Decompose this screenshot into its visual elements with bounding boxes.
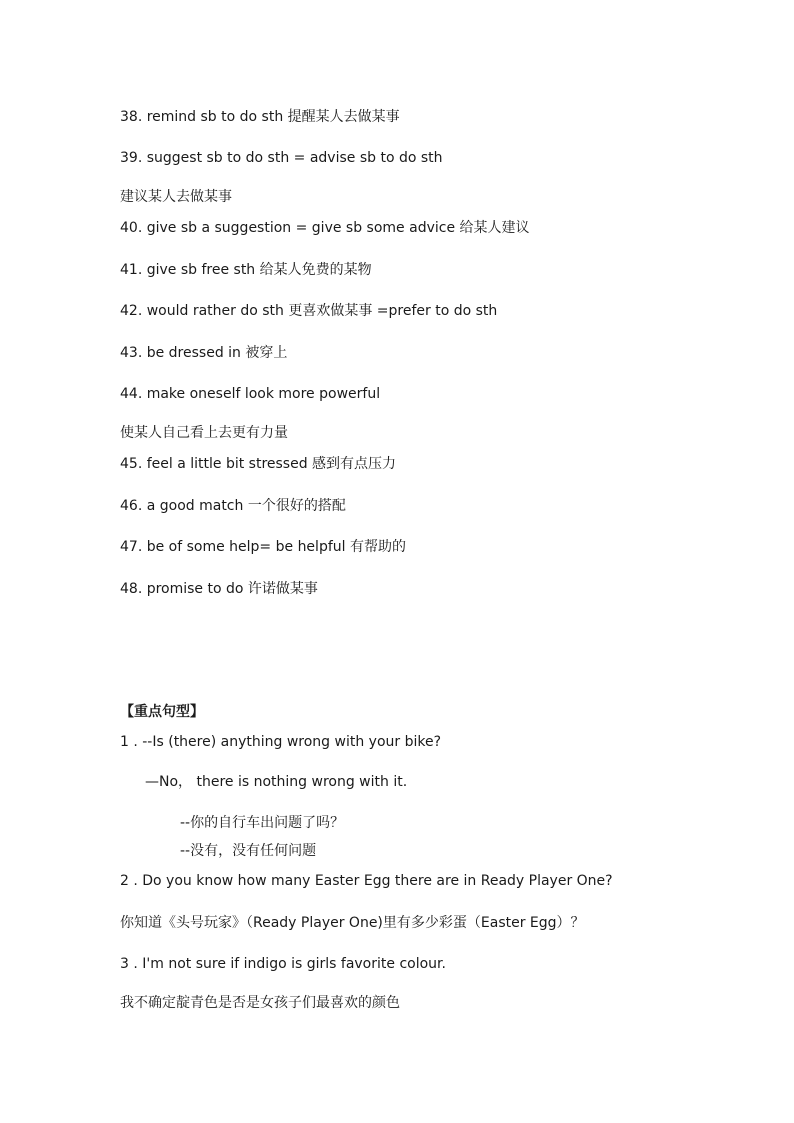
phrase-39: 39. suggest sb to do sth = advise sb to do sth bbox=[120, 150, 443, 166]
phrase-48: 48. promise to do 许诺做某事 bbox=[120, 581, 318, 597]
sentence-2-translation: 你知道《头号玩家》（Ready Player One)里有多少彩蛋（Easter Egg）？ bbox=[120, 915, 585, 931]
phrase-44-translation: 使某人自己看上去更有力量 bbox=[120, 425, 288, 441]
sentence-3-translation: 我不确定靛青色是否是女孩子们最喜欢的颜色 bbox=[120, 995, 400, 1011]
phrase-42: 42. would rather do sth 更喜欢做某事 =prefer to do sth bbox=[120, 303, 498, 319]
phrase-44: 44. make oneself look more powerful bbox=[120, 386, 381, 402]
sentence-1-answer-translation: --没有，没有任何问题 bbox=[180, 843, 317, 859]
phrase-46: 46. a good match 一个很好的搭配 bbox=[120, 498, 346, 514]
sentence-1-answer: —No， there is nothing wrong with it. bbox=[145, 774, 408, 790]
phrase-38: 38. remind sb to do sth 提醒某人去做某事 bbox=[120, 109, 400, 125]
phrase-45: 45. feel a little bit stressed 感到有点压力 bbox=[120, 456, 397, 472]
sentence-1-question: 1 . --Is (there) anything wrong with your bike? bbox=[120, 734, 442, 750]
sentence-2: 2 . Do you know how many Easter Egg there are in Ready Player One? bbox=[120, 873, 613, 889]
section-heading: 【重点句型】 bbox=[120, 704, 204, 720]
phrase-47: 47. be of some help= be helpful 有帮助的 bbox=[120, 539, 406, 555]
phrase-43: 43. be dressed in 被穿上 bbox=[120, 345, 288, 361]
phrase-40: 40. give sb a suggestion = give sb some advice 给某人建议 bbox=[120, 220, 530, 236]
sentence-1-question-translation: --你的自行车出问题了吗？ bbox=[180, 815, 345, 831]
sentence-3: 3 . I'm not sure if indigo is girls favorite colour. bbox=[120, 956, 446, 972]
phrase-41: 41. give sb free sth 给某人免费的某物 bbox=[120, 262, 372, 278]
phrase-39-translation: 建议某人去做某事 bbox=[120, 189, 232, 205]
